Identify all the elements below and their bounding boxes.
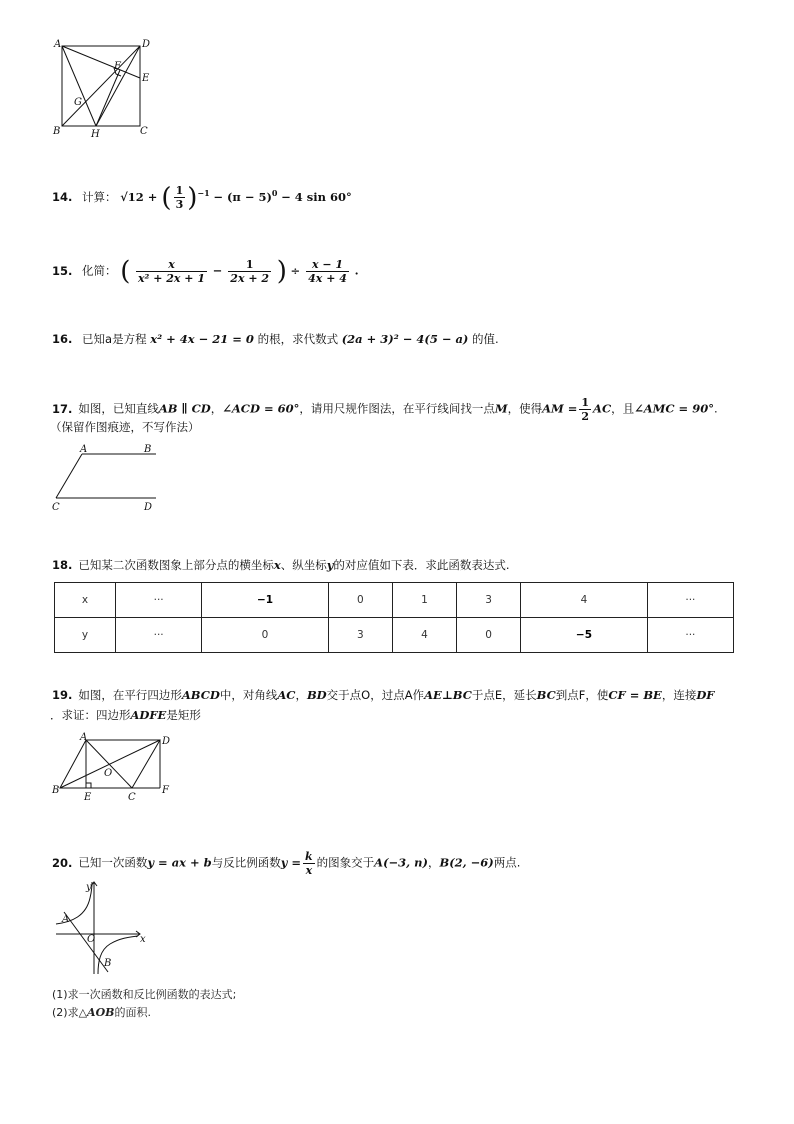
label-b: B (104, 958, 112, 969)
fraction-k-over-x: $\frac{k}{x}$ (305, 850, 313, 877)
label-f: F (114, 61, 121, 72)
label-a: A (80, 444, 88, 455)
question-17-note: （保留作图痕迹，不写作法） (50, 420, 200, 434)
question-16: 16. 已知a是方程 x² + 4x − 21 = 0 的根，求代数式 (2a + 3)² − 4(5 − a) 的值. (52, 332, 499, 346)
diagonal-bd (60, 740, 160, 788)
right-angle-mark-e (86, 783, 91, 788)
question-19: 19. 如图，在平行四边形ABCD中，对角线AC，BD交于点O，过点A作AE⊥BC于点E，延长BC到点F，使CF = BE，连接DF (52, 688, 715, 702)
fraction-1: $\frac{x}{\text{x² + 2x + 1}}$ (138, 258, 205, 285)
fraction-3: $\frac{x - 1}{4x + 4}$ (308, 258, 347, 285)
label-a: A (62, 914, 70, 925)
label-d: D (162, 736, 171, 747)
fraction-one-third: $\frac{1}{3}$ (175, 184, 184, 212)
question-17: 17. 如图，已知直线AB ∥ CD，∠ACD = 60°，请用尺规作图法，在平行线间找一点M，使得AM = $\frac{1}{2}$ AC，且∠AMC = 90°. (52, 396, 718, 423)
label-d: D (144, 502, 153, 513)
label-h: H (91, 129, 100, 140)
function-graph-figure (50, 876, 160, 978)
question-15: 15. 化简： ( $\frac{x}{\text{x² + 2x + 1}}$ − $\frac{1}{2x + 2}$ ) ÷ $\frac{x - 1}{4x + 4}$ . (52, 256, 359, 287)
label-b: B (144, 444, 152, 455)
question-20: 20. 已知一次函数y = ax + b与反比例函数y = $\frac{k}{x}$ 的图象交于A(−3, n)，B(2, −6)两点. (52, 850, 521, 877)
label-g: G (74, 97, 82, 108)
label-o: O (104, 768, 113, 779)
label-a: A (54, 39, 62, 50)
value-table (54, 582, 734, 653)
fraction-half: $\frac{1}{2}$ (581, 396, 590, 423)
label-y: y (86, 882, 92, 893)
parallelogram-figure (48, 730, 188, 806)
label-d: D (142, 39, 151, 50)
label-x: x (140, 934, 146, 945)
question-19-line2: ．求证：四边形ADFE是矩形 (50, 708, 201, 722)
segment-ac (56, 454, 82, 498)
linear-function-line (64, 912, 108, 972)
question-14: 14. 计算： √12 + ( $\frac{1}{3}$ )$^{-1} - (\pi - 5)^0 - 4$ sin 60° (52, 182, 352, 213)
label-e: E (142, 73, 150, 84)
question-18: 18. 已知某二次函数图象上部分点的横坐标x、纵坐标y的对应值如下表．求此函数表达式. (52, 558, 510, 572)
question-20-part-2: (2)求△AOB的面积. (52, 1006, 151, 1019)
label-a: A (80, 732, 88, 743)
label-c: C (140, 126, 148, 137)
label-e: E (84, 792, 92, 803)
label-b: B (53, 126, 61, 137)
label-c: C (128, 792, 136, 803)
label-o: O (87, 934, 96, 945)
fraction-2: $\frac{1}{2x + 2}$ (230, 258, 270, 285)
label-f: F (162, 785, 169, 796)
question-20-part-1: (1)求一次函数和反比例函数的表达式; (52, 988, 237, 1001)
label-b: B (52, 785, 60, 796)
square-figure (50, 36, 160, 140)
label-c: C (52, 502, 60, 513)
parallel-lines-figure (48, 442, 168, 516)
table-row: x ··· −1 0 1 3 4 ··· (55, 583, 734, 618)
table-row: y ··· 0 3 4 0 −5 ··· (55, 618, 734, 653)
segment-hd (96, 46, 140, 126)
